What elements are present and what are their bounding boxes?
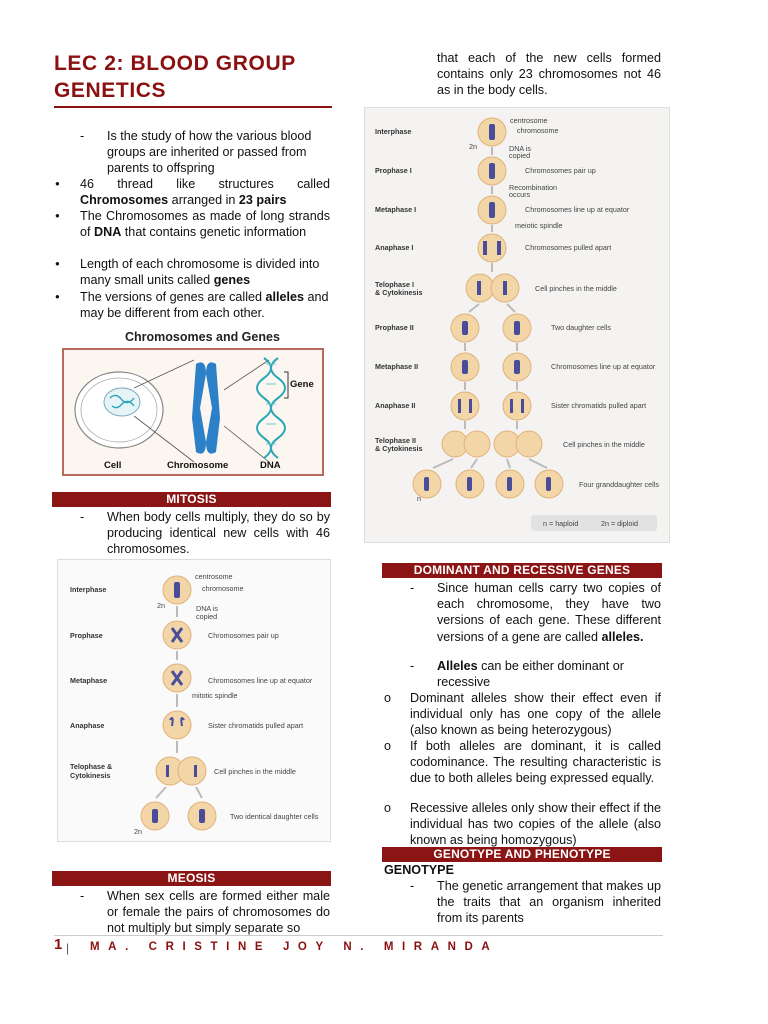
stage-metaphase: Metaphase [70, 676, 108, 685]
intro-item-definition: Is the study of how the various blood groups are inherited or passed from parents to offspring [107, 129, 312, 176]
label-line-up-2: Chromosomes line up at equator [551, 362, 656, 371]
gene-label: Gene [290, 379, 314, 390]
dash-marker: - [410, 581, 415, 595]
meiosis-figure [364, 107, 670, 543]
page-number: 1 [54, 936, 63, 953]
label-mitotic-spindle: mitotic spindle [192, 691, 238, 700]
legend-haploid: n = haploid [543, 519, 579, 528]
stage-cytokinesis-2: & Cytokinesis [375, 444, 423, 453]
label-2n: 2n [469, 142, 477, 151]
meosis-continuation: that each of the new cells formed contains only 23 chromosomes not 46 as in the body cells. [437, 51, 661, 98]
label-pair-up: Chromosomes pair up [208, 631, 279, 640]
dna-label: DNA [260, 460, 281, 471]
stage-cytokinesis: Cytokinesis [70, 771, 111, 780]
label-n: n [417, 494, 421, 503]
chromosome-label: Chromosome [167, 460, 229, 471]
label-two-daughter: Two daughter cells [551, 323, 611, 332]
dominant-item-alleles: Alleles can be either dominant or recessive [437, 659, 624, 690]
genotype-subheading: GENOTYPE [384, 863, 454, 877]
circle-marker: o [384, 739, 392, 753]
dna-helix [257, 358, 285, 458]
label-2n: 2n [157, 601, 165, 610]
mitosis-illustration [58, 560, 332, 843]
label-daughter-cells: Two identical daughter cells [230, 812, 319, 821]
dominant-item-heterozygous: Dominant alleles show their effect even if individual only has one copy of the allele (also known as being heterozygous) [410, 691, 661, 738]
mitosis-figure [57, 559, 331, 842]
stage-prophase-1: Prophase I [375, 166, 412, 175]
dominant-item-homozygous: Recessive alleles only show their effect if the individual has two copies of the allele (also known as being homozygous) [410, 801, 661, 848]
label-chromosome: chromosome [202, 584, 244, 593]
label-pinches-1: Cell pinches in the middle [535, 284, 617, 293]
stage-telophase: Telophase & [70, 762, 113, 771]
stage-prophase: Prophase [70, 631, 103, 640]
dash-marker: - [410, 879, 415, 893]
stage-metaphase-2: Metaphase II [375, 362, 419, 371]
label-line-up: Chromosomes line up at equator [208, 676, 313, 685]
legend-diploid: 2n = diploid [601, 519, 638, 528]
label-chromosome: chromosome [517, 126, 559, 135]
dash-marker: - [80, 510, 85, 524]
chromosomes-figure-title: Chromosomes and Genes [125, 330, 280, 344]
stage-cytokinesis-1: & Cytokinesis [375, 288, 423, 297]
bullet-marker: ● [55, 292, 60, 301]
circle-marker: o [384, 801, 392, 815]
stage-anaphase: Anaphase [70, 721, 105, 730]
dash-marker: - [80, 129, 85, 143]
genotype-phenotype-heading: GENOTYPE AND PHENOTYPE [382, 847, 662, 862]
author-name: MA. CRISTINE JOY N. MIRANDA [90, 941, 499, 953]
dominant-item-codominance: If both alleles are dominant, it is called codominance. The resulting characteristic is due to both alleles being expressed equally. [410, 739, 661, 786]
mitosis-text: When body cells multiply, they do so by producing identical new cells with 46 chromosomes. [107, 510, 330, 557]
label-2n-bottom: 2n [134, 827, 142, 836]
dash-marker: - [410, 659, 415, 673]
intro-item-chromosomes: 46 thread like structures called Chromosomes arranged in 23 pairs [80, 177, 330, 208]
bullet-marker: ● [55, 179, 60, 188]
intro-item-genes: Length of each chromosome is divided into many small units called genes [80, 257, 320, 288]
meosis-heading: MEOSIS [52, 871, 331, 886]
intro-item-alleles: The versions of genes are called alleles and may be different from each other. [80, 290, 329, 321]
cell-label: Cell [104, 460, 122, 471]
bullet-marker: ● [55, 211, 60, 220]
page-title-line-1: LEC 2: BLOOD GROUP [54, 52, 296, 75]
footer-rule [54, 935, 663, 936]
meosis-text: When sex cells are formed either male or female the pairs of chromosomes do not multiply but simply separate so [107, 889, 330, 936]
label-four-granddaughter: Four granddaughter cells [579, 480, 659, 489]
stage-anaphase-2: Anaphase II [375, 401, 416, 410]
label-centrosome: centrosome [195, 572, 233, 581]
chromosomes-illustration [64, 350, 322, 474]
page-title [54, 50, 334, 104]
stage-metaphase-1: Metaphase I [375, 205, 417, 214]
dominant-recessive-heading: DOMINANT AND RECESSIVE GENES [382, 563, 662, 578]
label-dna-copied-1: DNA is [196, 604, 218, 613]
stage-interphase-label: Interphase [375, 127, 412, 136]
label-sister-chromatids: Sister chromatids pulled apart [208, 721, 304, 730]
label-centrosome: centrosome [510, 116, 548, 125]
mitosis-heading: MITOSIS [52, 492, 331, 507]
stage-interphase: Interphase [70, 585, 107, 594]
dominant-item-copies: Since human cells carry two copies of each chromosome, they have two versions of each gene. These different versions of a gene are called alleles. [437, 581, 661, 644]
label-recombination: Recombination [509, 183, 557, 192]
chromosome-shape [192, 362, 220, 453]
label-sister-chromatids: Sister chromatids pulled apart [551, 401, 647, 410]
stage-telophase-1: Telophase I [375, 280, 415, 289]
label-pair-up: Chromosomes pair up [525, 166, 596, 175]
label-occurs: occurs [509, 190, 531, 199]
label-pulled-apart: Chromosomes pulled apart [525, 243, 612, 252]
nucleus [104, 388, 140, 416]
label-cell-pinches: Cell pinches in the middle [214, 767, 296, 776]
chromosomes-figure [62, 348, 324, 476]
footer-separator: | [66, 941, 70, 955]
stage-prophase-2: Prophase II [375, 323, 414, 332]
label-dna-copied-2: copied [509, 151, 531, 160]
dash-marker: - [80, 889, 85, 903]
stage-anaphase-1: Anaphase I [375, 243, 414, 252]
intro-item-dna: The Chromosomes as made of long strands of DNA that contains genetic information [80, 209, 330, 240]
genotype-text: The genetic arrangement that makes up the traits that an organism inherited from its parents [437, 879, 661, 926]
bullet-marker: ● [55, 259, 60, 268]
label-dna-copied-1: DNA is [509, 144, 531, 153]
stage-telophase-2: Telophase II [375, 436, 417, 445]
page-title-line-2: GENETICS [54, 79, 167, 102]
title-underline [54, 106, 332, 108]
label-dna-copied-2: copied [196, 612, 218, 621]
circle-marker: o [384, 691, 392, 705]
label-pinches-2: Cell pinches in the middle [563, 440, 645, 449]
label-meiotic-spindle: meiotic spindle [515, 221, 563, 230]
label-line-up-1: Chromosomes line up at equator [525, 205, 630, 214]
